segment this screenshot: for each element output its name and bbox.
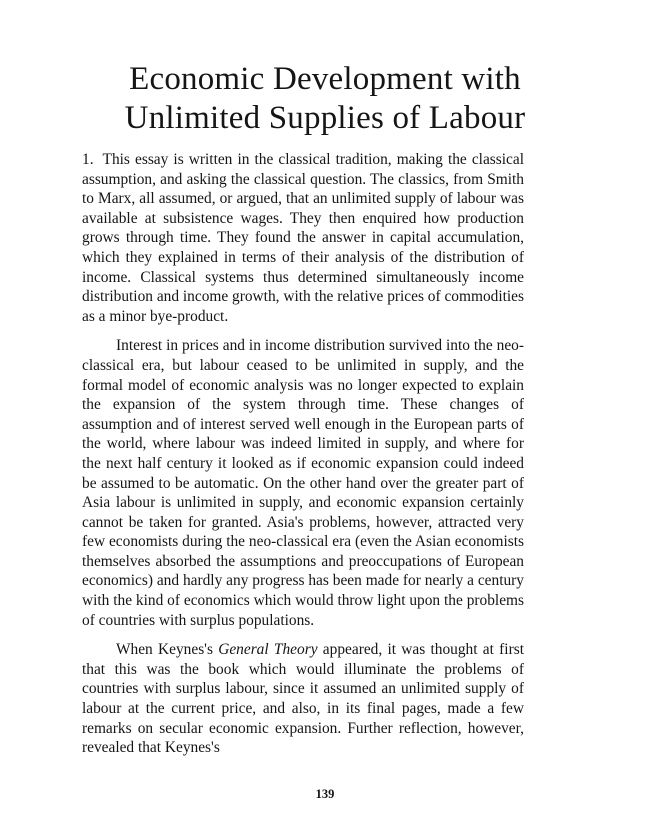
book-title-italic: General Theory <box>218 641 318 659</box>
paragraph-1 <box>82 150 524 326</box>
page-number: 139 <box>315 787 335 801</box>
paragraph-1-text: This essay is written in the classical tradition, making the classical assumption, and asking the classical question. The classics, from Smith to Marx, all assumed, or argued, that an unlimited supply of labour was available at subsistence wages. They then enquired how production grows through time. They found the answer in capital accumulation, which they explained in terms of their analysis of the distribution of income. Classical systems thus determined simultaneously income distribution and income growth, with the relative prices of commodities as a minor bye-product. <box>82 151 524 325</box>
paragraph-2 <box>82 336 524 630</box>
chapter-title <box>82 60 568 138</box>
paragraph-3-text-after: appeared, it was thought at first that this was the book which would illuminate the problems of countries with surplus labour, since it assumed an unlimited supply of labour at the current price, and also, in its final pages, made a few remarks on secular economic expansion. Further reflection, however, revealed that Keynes's <box>82 641 524 757</box>
body-text <box>82 150 524 768</box>
paragraph-3 <box>82 640 524 758</box>
section-number: 1. <box>82 151 94 168</box>
paragraph-2-text: Interest in prices and in income distribution survived into the neo-classical era, but labour ceased to be unlimited in supply, and the formal model of economic analysis was no longer expected to explain the expansion of the system through time. These changes of assumption and of interest served well enough in the European parts of the world, where labour was indeed limited in supply, and where for the next half century it looked as if economic expansion could indeed be assumed to be automatic. On the other hand over the greater part of Asia labour is unlimited in supply, and economic expansion certainly cannot be taken for granted. Asia's problems, however, attracted very few economists during the neo-classical era (even the Asian economists themselves absorbed the assumptions and preoccupations of European economics) and hardly any progress has been made for nearly a century with the kind of economics which would throw light upon the problems of countries with surplus populations. <box>82 337 524 629</box>
chapter-title-line-2: Unlimited Supplies of Labour <box>124 100 526 136</box>
chapter-title-line-1: Economic Development with <box>129 61 521 97</box>
paragraph-3-text-before: When Keynes's <box>116 641 219 659</box>
